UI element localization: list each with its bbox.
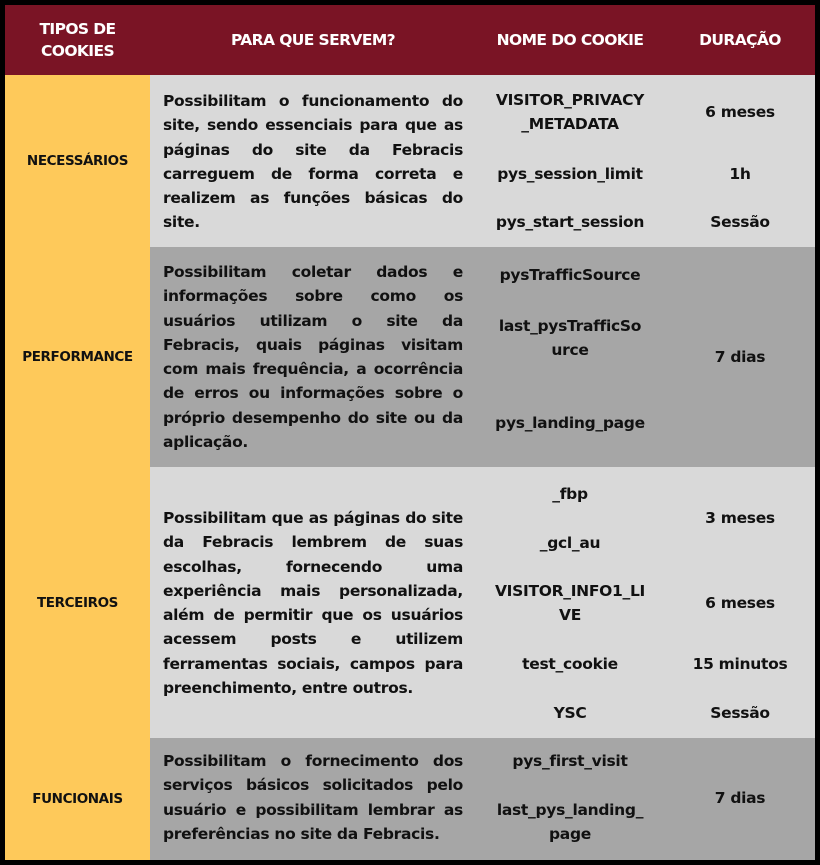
cookie-name-line1: VISITOR_INFO1_LI (494, 582, 645, 600)
cookie-name: YSC (553, 704, 587, 722)
cookie-name (475, 798, 665, 846)
cookie-name-line2: VE (559, 606, 581, 624)
description-cell: Possibilitam coletar dados e informações sobre como os usuários utilizam o site da Febracis, quais páginas visitam com mais frequência, a ocorrência de erros ou informações sobre o próprio desempenho do site ou da aplicação. (163, 263, 463, 452)
header-tipos-de-cookies (5, 5, 150, 75)
cookie-duration: 3 meses (705, 509, 775, 527)
cookie-name-line2: urce (551, 341, 589, 359)
cookie-name (475, 314, 665, 362)
cookie-name: pys_landing_page (495, 414, 645, 432)
header-nome-do-cookie: NOME DO COOKIE (496, 31, 644, 49)
description-cell: Possibilitam o fornecimento dos serviços básicos solicitados pelo usuário e possibilitam lembrar as preferências no site da Febracis. (163, 752, 463, 843)
cookie-name: pys_start_session (495, 213, 645, 231)
header-tipos-line2: COOKIES (40, 42, 115, 60)
cookie-name: pys_session_limit (497, 165, 643, 183)
table-row-funcionais (5, 738, 815, 860)
cookie-name: _gcl_au (539, 534, 601, 552)
cookie-name: pys_first_visit (512, 752, 628, 770)
cookie-name-line1: last_pys_landing_ (496, 801, 644, 819)
cookie-duration: 7 dias (714, 348, 766, 366)
description-cell: Possibilitam o funcionamento do site, sendo essenciais para que as páginas do site da Febracis carreguem de forma correta e realizem as funções básicas do site. (163, 92, 463, 232)
cookie-name (475, 579, 665, 627)
cookie-duration: 7 dias (714, 789, 766, 807)
cookie-duration: 6 meses (705, 594, 775, 612)
header-tipos-line1: TIPOS DE (39, 20, 116, 38)
cookie-duration: 6 meses (705, 103, 775, 121)
cookie-name-line1: VISITOR_PRIVACY (495, 91, 645, 109)
cookie-name-line1: last_pysTrafficSo (498, 317, 642, 335)
cookie-name: pysTrafficSource (499, 266, 641, 284)
cookie-name (475, 88, 665, 136)
cookie-name: _fbp (552, 485, 588, 503)
cookie-duration: 15 minutos (692, 655, 788, 673)
cookie-table (5, 5, 815, 860)
cookie-duration: Sessão (710, 213, 770, 231)
table-row-necessarios (5, 75, 815, 247)
description-cell: Possibilitam que as páginas do site da Febracis lembrem de suas escolhas, fornecendo uma experiência mais personalizada, além de permitir que os usuários acessem posts e utilizem ferramentas sociais, campos para preenchimento, entre outros. (163, 509, 463, 698)
category-cell: PERFORMANCE (5, 247, 150, 467)
header-duracao: DURAÇÃO (699, 31, 781, 49)
cookie-name: test_cookie (522, 655, 618, 673)
cookie-duration: 1h (729, 165, 751, 183)
cookie-name-line2: _METADATA (521, 115, 619, 133)
category-cell: NECESSÁRIOS (5, 75, 150, 247)
category-cell: TERCEIROS (5, 467, 150, 738)
cookie-duration: Sessão (710, 704, 770, 722)
table-header (5, 5, 815, 75)
cookie-name-line2: page (549, 825, 591, 843)
table-row-performance (5, 247, 815, 467)
header-para-que-servem: PARA QUE SERVEM? (230, 31, 396, 49)
table-row-terceiros (5, 467, 815, 738)
category-cell: FUNCIONAIS (5, 738, 150, 860)
